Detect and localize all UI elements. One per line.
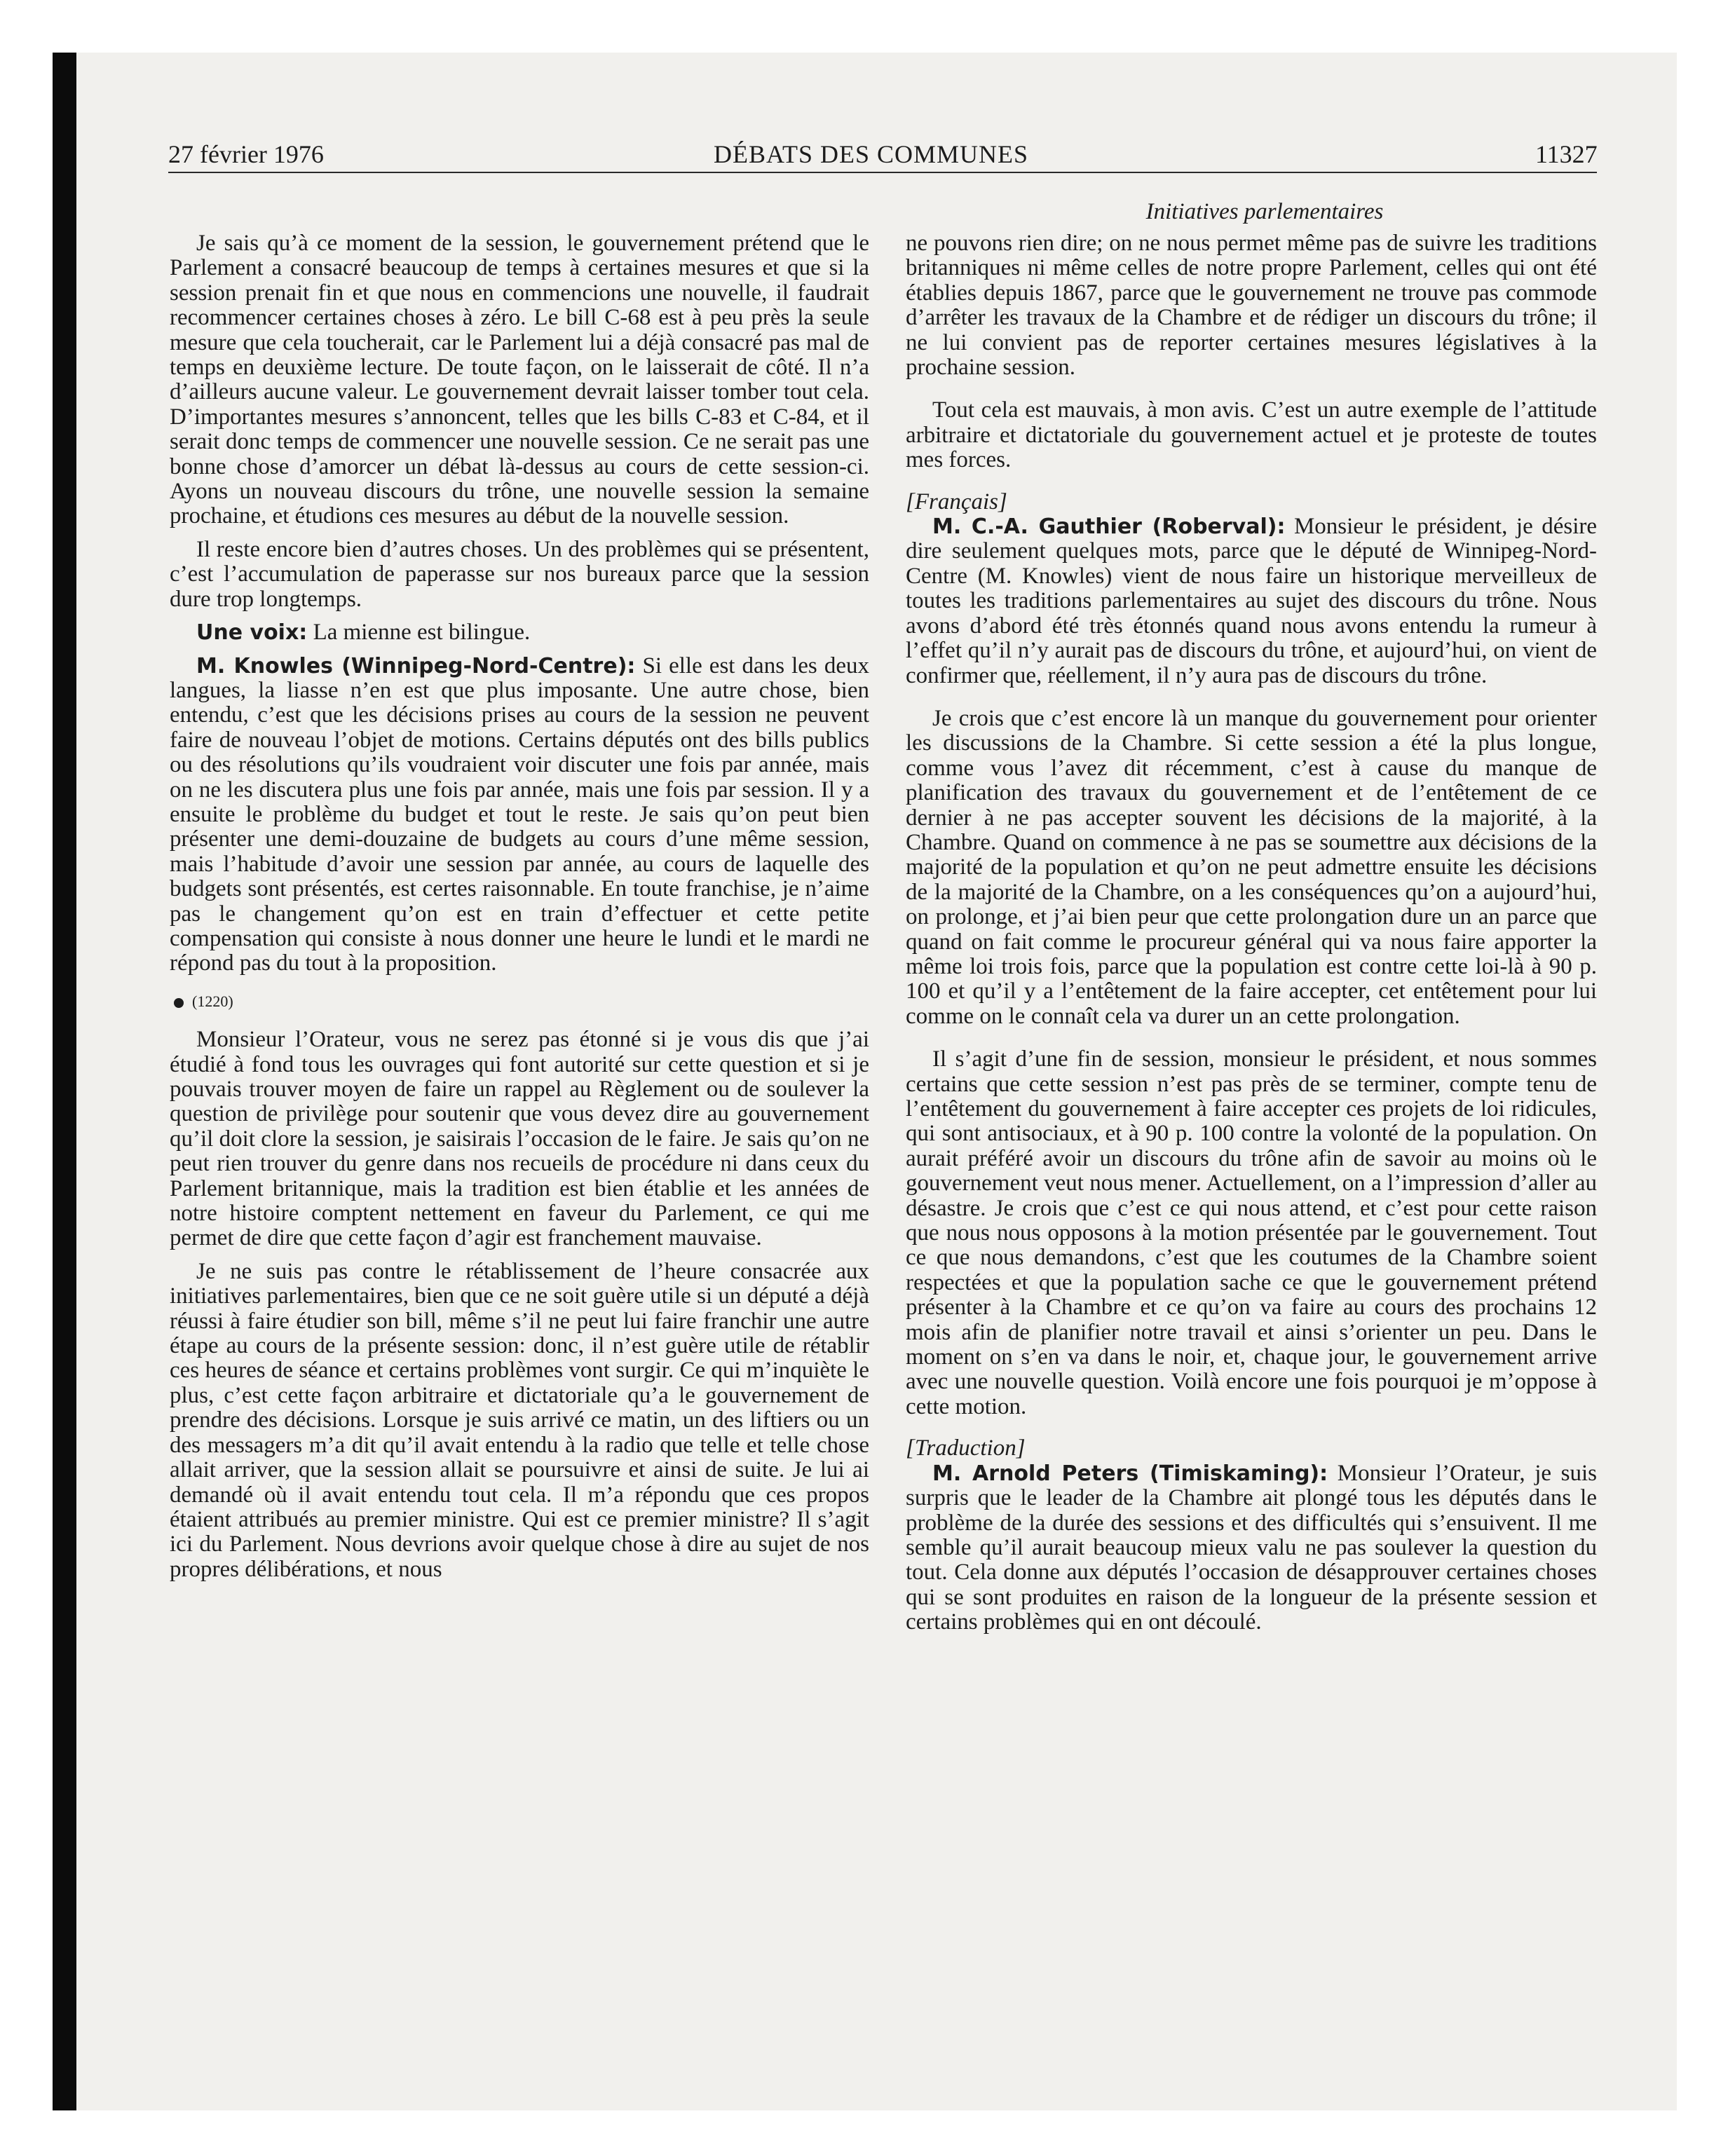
header-rule [168,172,1597,173]
time-marker [170,989,869,1014]
time-marker-text: (1220) [192,992,233,1010]
paragraph: Tout cela est mauvais, à mon avis. C’est un autre exemple de l’attitude arbitraire et dictatoriale du gouvernement actuel et je proteste de toutes mes forces. [906,397,1597,473]
speech-text: Monsieur l’Orateur, je suis surpris que le leader de la Chambre ait plongé tous les députés dans le problème de la durée des sessions et des difficultés qui s’ensuivent. Il me semble qu’il aurait beaucoup mieux valu ne pas soulever la question du tout. Cela donne aux députés l’occasion de désapprouver certaines choses qui se sont produites en raison de la longueur de la présente session et certains problèmes qui en ont découlé. [906,1460,1597,1635]
language-tag-text: [Traduction] [906,1435,1026,1461]
speech-gauthier [906,514,1597,688]
header-date: 27 février 1976 [168,140,324,168]
paragraph: Je ne suis pas contre le rétablissement de l’heure consacrée aux initiatives parlementaires, bien que ce ne soit guère utile si un député a déjà réussi à faire étudier son bill, même s’il ne peut lui faire franchir une autre étape au cours de la présente session: donc, il n’est guère utile de rétablir ces heures de séance et certains problèmes vont surgir. Ce qui m’inquiète le plus, c’est cette façon arbitraire et dictatoriale qu’a le gouvernement de prendre des décisions. Lorsque je suis arrivé ce matin, un des liftiers ou un des messagers m’a dit qu’il avait entendu à la radio que telle et telle chose allait arriver, que la session allait se poursuivre et ainsi de suite. Je lui ai demandé où il avait entendu tout cela. Il m’a répondu que ces propos étaient attribués au premier ministre. Qui est ce premier ministre? Il s’agit ici du Parlement. Nous devrions avoir quelque chose à dire au sujet de nos propres délibérations, et nous [170,1258,869,1582]
speaker-name: M. Arnold Peters (Timiskaming): [932,1461,1328,1486]
speech-knowles [170,654,869,976]
paragraph: Il s’agit d’une fin de session, monsieur le président, et nous sommes certains que cette session n’est pas près de se terminer, compte tenu de l’entêtement du gouvernement à faire accepter ces projets de loi ridicules, qui sont antisociaux, et à 90 p. 100 contre la volonté de la population. On aurait préféré avoir un discours du trône afin de savoir au moins où le gouvernement veut nous mener. Actuellement, on a l’impression d’aller au désastre. Je crois que c’est ce qui nous attend, et c’est pour cette raison que nous nous opposons à la motion présentée par le gouvernement. Tout ce que nous demandons, c’est que les coutumes de la Chambre soient respectées et que la population sache ce que le gouvernement prétend présenter à la Chambre et ce qu’on va faire au cours des prochains 12 mois afin de planifier notre travail et ainsi s’orienter un peu. Dans le moment on s’en va dans le noir, et, chaque jour, le gouvernement arrive avec une nouvelle question. Voilà encore une fois pourquoi je m’oppose à cette motion. [906,1046,1597,1419]
speech-peters [906,1461,1597,1635]
running-head: Initiatives parlementaires [1145,199,1384,224]
left-column [170,231,869,1590]
speech-text: La mienne est bilingue. [307,620,531,646]
paragraph: Il reste encore bien d’autres choses. Un des problèmes qui se présentent, c’est l’accumulation de paperasse sur nos bureaux parce que la session dure trop longtemps. [170,536,869,612]
paragraph: ne pouvons rien dire; on ne nous permet même pas de suivre les traditions britanniques ni même celles de notre propre Parlement, celles qui ont été établies depuis 1867, parce que le gouvernement ne trouve pas commode d’arrêter les travaux de la Chambre et de rédiger un discours du trône; il ne lui convient pas de reporter certaines mesures législatives à la prochaine session. [906,231,1597,381]
paragraph: Monsieur l’Orateur, vous ne serez pas étonné si je vous dis que j’ai étudié à fond tous les ouvrages qui font autorité sur cette question et si je pouvais trouver moyen de faire un rappel au Règlement ou de soulever la question de privilège pour soutenir que vous devez dire au gouvernement qu’il doit clore la session, je saisirais l’occasion de le faire. Je sais qu’on ne peut rien trouver du genre dans nos recueils de procédure ni dans ceux du Parlement britannique, mais la tradition est bien établie et les années de notre histoire comptent nettement en faveur du Parlement, ce qui me permet de dire que cette façon d’agir est franchement mauvaise. [170,1027,869,1251]
speaker-name: Une voix: [196,620,308,646]
language-tag [906,1436,1597,1461]
paragraph: Je crois que c’est encore là un manque du gouvernement pour orienter les discussions de la Chambre. Si cette session a été la plus longue, comme vous l’avez dit récemment, c’est à cause du manque de planification des travaux du gouvernement et de l’entêtement de ce dernier à ne pas accepter souvent les décisions de la majorité, à la Chambre. Quand on commence à ne pas se soumettre aux décisions de la majorité de la population et qu’on ne peut admettre ensuite les décisions de la majorité de la Chambre, on a les conséquences qu’on a aujourd’hui, on prolonge, et j’ai bien peur que cette prolongation dure un an parce que quand on fait comme le procureur général qui va nous faire apporter la même loi trois fois, parce que la population est contre cette loi-là à 90 p. 100 et qu’il y a l’entêtement de la faire accepter, cet entêtement pour lui comme on le connaît cela va durer un an cette prolongation. [906,705,1597,1029]
speech-voice [170,620,869,645]
speaker-name: M. C.-A. Gauthier (Roberval): [932,514,1286,540]
language-tag [906,490,1597,514]
speaker-name: M. Knowles (Winnipeg-Nord-Centre): [196,653,636,678]
header-title: DÉBATS DES COMMUNES [714,140,1029,168]
language-tag-text: [Français] [906,489,1007,514]
paragraph: Je sais qu’à ce moment de la session, le gouvernement prétend que le Parlement a consacré beaucoup de temps à certaines mesures et que si la session prenait fin et que nous en commencions une nouvelle, il faudrait recommencer certaines choses à zéro. Le bill C-68 est à peu près la seule mesure que cela toucherait, car le Parlement lui a déjà consacré pas mal de temps en deuxième lecture. De toute façon, on le laisserait de côté. Il n’a d’ailleurs aucune valeur. Le gouvernement devrait laisser tomber tout cela. D’importantes mesures s’annoncent, telles que les bills C-83 et C-84, et il serait donc temps de commencer une nouvelle session. Ce ne serait pas une bonne chose d’amorcer un débat là-dessus au cours de cette session-ci. Ayons un nouveau discours du trône, une nouvelle session la semaine prochaine, et étudions ces mesures au début de la nouvelle session. [170,231,869,529]
bullet-icon [174,998,184,1008]
header-page-number: 11327 [1535,140,1598,168]
speech-text: Si elle est dans les deux langues, la liasse n’en est que plus imposante. Une autre chose, bien entendu, c’est que les décisions prises au cours de la session ne peuvent faire de nouveau l’objet de motions. Certains députés ont des bills publics ou des résolutions qu’ils voudraient voir discuter une fois par année, mais on ne les discutera plus une fois par année, mais une fois par session. Il y a ensuite le problème du budget et tout le reste. Je sais qu’on peut bien présenter une demi-douzaine de budgets au cours d’une même session, mais l’habitude d’avoir une session par année, au cours de laquelle des budgets sont présentés, est certes raisonnable. En toute franchise, je n’aime pas le changement qu’on est en train d’effectuer et cette petite compensation qui consiste à nous donner une heure le lundi et le mardi ne répond pas du tout à la proposition. [170,653,870,976]
scan-edge-bar [53,53,76,2110]
right-column [906,231,1597,1644]
speech-text: Monsieur le président, je désire dire seulement quelques mots, parce que le député de Winnipeg-Nord-Centre (M. Knowles) vient de nous faire un historique merveilleux de toutes les traditions parlementaires au sujet des discours du trône. Nous avons d’abord été très étonnés quand nous avons entendu la rumeur à l’effet qu’il n’y aurait pas de discours du trône, et aujourd’hui, on vient de confirmer que, réellement, il n’y aura pas de discours du trône. [906,514,1597,688]
